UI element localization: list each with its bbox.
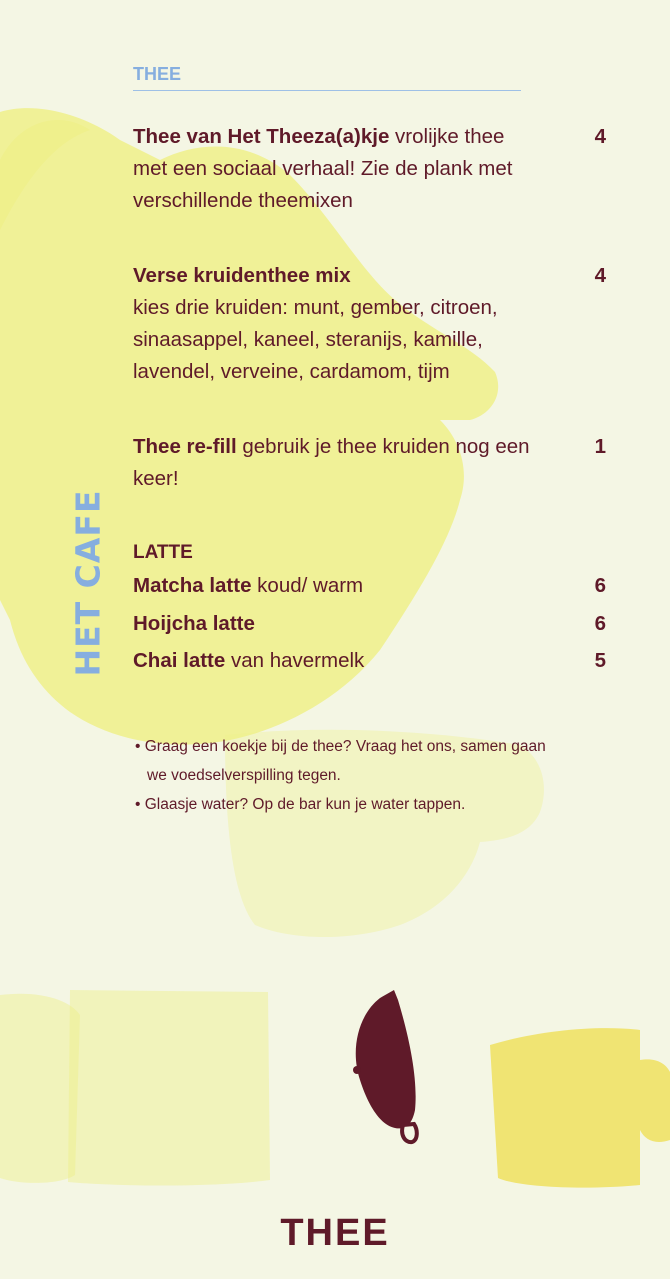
menu-item-price: 1 xyxy=(594,435,606,458)
note-item: • Graag een koekje bij de thee? Vraag het ons, samen gaan we voedselverspilling tegen. xyxy=(135,738,546,784)
menu-item-price: 4 xyxy=(594,125,606,148)
lid-knob-shape xyxy=(402,1124,417,1142)
menu-item-desc: vrolijke thee met een sociaal verhaal! Zie de plank met verschillende theemixen xyxy=(133,125,513,212)
mug-right-shape xyxy=(490,1028,640,1188)
cup-left-shape xyxy=(0,994,80,1183)
menu-item-text xyxy=(133,260,533,388)
latte-item-desc: koud/ warm xyxy=(251,574,364,597)
lid-dot-shape xyxy=(353,1066,361,1074)
side-title: HET CAFE xyxy=(68,489,108,677)
latte-item-price: 5 xyxy=(594,649,606,672)
mug-handle-shape xyxy=(640,1059,670,1142)
footer-title: THEE xyxy=(280,1212,390,1254)
cup-middle-shape xyxy=(68,990,270,1186)
menu-item-desc: kies drie kruiden: munt, gember, citroen, sinaasappel, kaneel, steranijs, kamille, lavendel, verveine, cardamom, tijm xyxy=(133,296,498,383)
menu-item xyxy=(133,260,608,388)
menu-item-price: 4 xyxy=(594,264,606,287)
latte-item-desc: van havermelk xyxy=(225,649,365,672)
menu-item-name: Thee re-fill xyxy=(133,435,237,458)
notes xyxy=(133,732,553,819)
menu-item xyxy=(133,121,608,217)
section-heading-thee: THEE xyxy=(133,64,521,91)
latte-item xyxy=(133,647,608,675)
menu-item-name: Verse kruidenthee mix xyxy=(133,264,351,287)
latte-item-name: Matcha latte xyxy=(133,574,252,597)
latte-item-price: 6 xyxy=(594,574,606,597)
menu-item-name: Thee van Het Theeza(a)kje xyxy=(133,125,390,148)
menu-item-text xyxy=(133,431,533,495)
latte-item-price: 6 xyxy=(594,612,606,635)
latte-item xyxy=(133,610,608,638)
menu-item-text xyxy=(133,121,533,217)
menu-item-desc: gebruik je thee kruiden nog een keer! xyxy=(133,435,530,490)
section-heading-latte: LATTE xyxy=(133,542,193,563)
latte-item-name: Hoijcha latte xyxy=(133,612,255,635)
menu-item xyxy=(133,431,608,495)
note-item: • Glaasje water? Op de bar kun je water tappen. xyxy=(135,796,466,813)
teapot-lid-shape xyxy=(356,990,416,1128)
latte-item xyxy=(133,572,608,600)
latte-item-name: Chai latte xyxy=(133,649,226,672)
